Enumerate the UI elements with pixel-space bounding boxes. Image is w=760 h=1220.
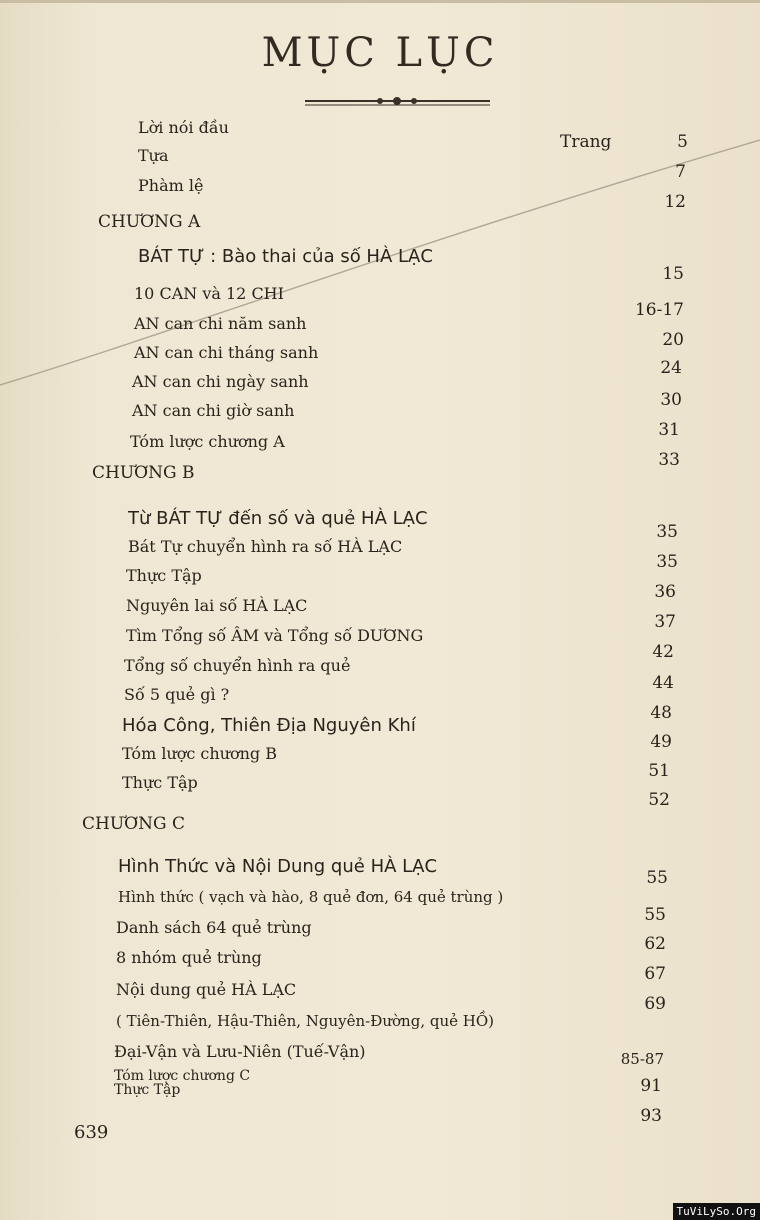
toc-entry: AN can chi giờ sanh bbox=[132, 401, 295, 420]
toc-entry: AN can chi ngày sanh bbox=[132, 372, 309, 391]
toc-entry: ( Tiên-Thiên, Hậu-Thiên, Nguyên-Đường, quẻ HỒ) bbox=[116, 1012, 494, 1030]
page-ref: 12 bbox=[664, 192, 686, 212]
page-ref: 16-17 bbox=[634, 300, 684, 320]
page-title: MỤC LỤC bbox=[261, 30, 499, 76]
toc-entry: Tựa bbox=[138, 146, 169, 165]
page-ref: 36 bbox=[654, 582, 676, 602]
toc-section-heading: Hình Thức và Nội Dung quẻ HÀ LẠC bbox=[118, 856, 438, 877]
toc-entry: Đại-Vận và Lưu-Niên (Tuế-Vận) bbox=[114, 1042, 366, 1061]
toc-entry: Tóm lược chương A bbox=[130, 432, 285, 451]
page-ref: 33 bbox=[658, 450, 680, 470]
toc-entry: Phàm lệ bbox=[138, 176, 204, 195]
page-ref: 93 bbox=[640, 1106, 662, 1126]
title-ornament bbox=[305, 94, 490, 108]
toc-entry: Tìm Tổng số ÂM và Tổng số DƯƠNG bbox=[126, 626, 424, 645]
page-ref: 37 bbox=[654, 612, 676, 632]
page-ref: 48 bbox=[650, 703, 672, 723]
chapter-heading: CHƯƠNG B bbox=[92, 463, 195, 483]
toc-entry: Tổng số chuyển hình ra quẻ bbox=[124, 656, 351, 675]
toc-entry: AN can chi tháng sanh bbox=[134, 343, 319, 362]
page-ref: 31 bbox=[658, 420, 680, 440]
toc-entry: 10 CAN và 12 CHI bbox=[134, 284, 284, 303]
toc-entry: 8 nhóm quẻ trùng bbox=[116, 948, 262, 967]
page-ref: 51 bbox=[648, 761, 670, 781]
toc-entry: Lời nói đầu bbox=[138, 118, 229, 137]
page-ref: 62 bbox=[644, 934, 666, 954]
page-ref: 49 bbox=[650, 732, 672, 752]
page-ref: 55 bbox=[646, 868, 668, 888]
toc-entry: Nguyên lai số HÀ LẠC bbox=[126, 596, 308, 615]
toc-entry: Nội dung quẻ HÀ LẠC bbox=[116, 980, 297, 999]
toc-entry: Bát Tự chuyển hình ra số HÀ LẠC bbox=[128, 537, 403, 556]
page-ref: 30 bbox=[660, 390, 682, 410]
toc-section-heading: Hóa Công, Thiên Địa Nguyên Khí bbox=[122, 715, 416, 736]
page-ref: 44 bbox=[652, 673, 674, 693]
toc-entry: Thực Tập bbox=[122, 773, 198, 792]
page-ref: 15 bbox=[662, 264, 684, 284]
page-ref: 20 bbox=[662, 330, 684, 350]
toc-entry: Số 5 quẻ gì ? bbox=[124, 685, 230, 704]
page-ref: 35 bbox=[656, 552, 678, 572]
toc-entry: Thực Tập bbox=[126, 566, 202, 585]
toc-entry: Tóm lược chương C bbox=[114, 1068, 251, 1084]
page-ref: 91 bbox=[640, 1076, 662, 1096]
watermark: TuViLySo.Org bbox=[673, 1203, 760, 1220]
chapter-heading: CHƯƠNG A bbox=[98, 212, 201, 232]
page-ref: 67 bbox=[644, 964, 666, 984]
toc-entry: Hình thức ( vạch và hào, 8 quẻ đơn, 64 quẻ trùng ) bbox=[118, 888, 504, 906]
toc-section-heading: BÁT TỰ : Bào thai của số HÀ LẠC bbox=[138, 246, 433, 267]
toc-entry: Tóm lược chương B bbox=[122, 744, 278, 763]
page-ref: 52 bbox=[648, 790, 670, 810]
page-ref: 85-87 bbox=[620, 1050, 664, 1068]
toc-entry: AN can chi năm sanh bbox=[134, 314, 307, 333]
chapter-heading: CHƯƠNG C bbox=[82, 814, 185, 834]
page-ref: 42 bbox=[652, 642, 674, 662]
page-ref: 5 bbox=[677, 132, 688, 152]
page-number: 639 bbox=[74, 1122, 109, 1143]
toc-section-heading: Từ BÁT TỰ đến số và quẻ HÀ LẠC bbox=[128, 508, 428, 529]
page-ref: 35 bbox=[656, 522, 678, 542]
page-ref: 24 bbox=[660, 358, 682, 378]
page-ref: 7 bbox=[675, 162, 686, 182]
page-ref: 69 bbox=[644, 994, 666, 1014]
trang-header: Trang bbox=[560, 132, 612, 152]
toc-entry: Thực Tập bbox=[114, 1082, 181, 1098]
toc-entry: Danh sách 64 quẻ trùng bbox=[116, 918, 312, 937]
page-ref: 55 bbox=[644, 905, 666, 925]
